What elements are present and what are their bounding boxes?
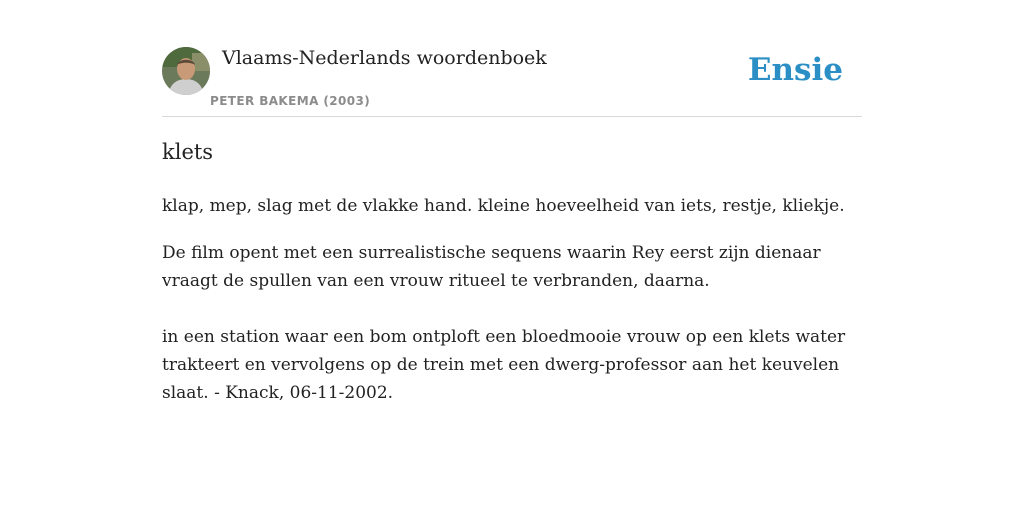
entry-term: klets: [162, 140, 214, 164]
entry-example: [162, 239, 862, 407]
example-text-part-2: in een station waar een bom ontploft een bloedmooie vrouw op een klets water trakteert en vervolgens op de trein met een dwerg-professor aan het keuvelen slaat. - Knack, 06-11-2002.: [162, 327, 846, 403]
example-paragraph-gap: [162, 295, 862, 323]
dictionary-title[interactable]: Vlaams-Nederlands woordenboek: [222, 47, 547, 69]
author-name[interactable]: PETER BAKEMA (2003): [210, 94, 371, 108]
person-photo-icon: [162, 47, 210, 95]
entry-definition: klap, mep, slag met de vlakke hand. kleine hoeveelheid van iets, restje, kliekje.: [162, 196, 845, 216]
entry-header: [162, 46, 862, 117]
example-text-part-1: De film opent met een surrealistische sequens waarin Rey eerst zijn dienaar vraagt de spullen van een vrouw ritueel te verbranden, daarna.: [162, 243, 821, 291]
brand-logo[interactable]: Ensie: [747, 52, 843, 88]
author-avatar[interactable]: [162, 47, 210, 95]
